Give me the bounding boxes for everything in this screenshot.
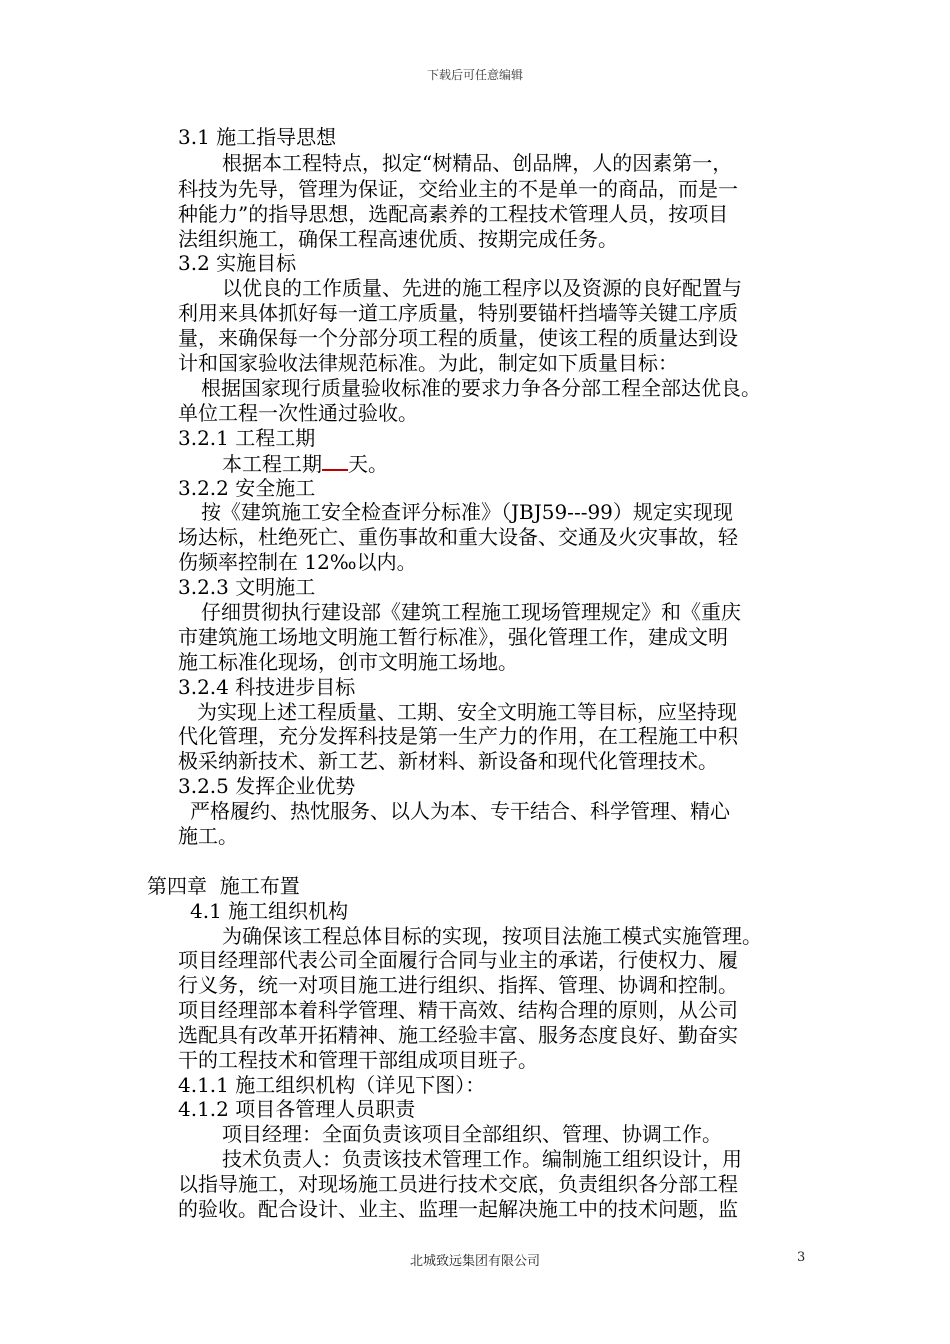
para-line: 行义务，统一对项目施工进行组织、指挥、管理、协调和控制。 — [178, 973, 738, 997]
para-line: 伤频率控制在 12‰以内。 — [178, 550, 417, 574]
para-line: 施工。 — [178, 824, 238, 848]
para-line: 项目经理部代表公司全面履行合同与业主的承诺，行使权力、履 — [178, 948, 738, 972]
para-line: 施工标准化现场，创市文明施工场地。 — [178, 650, 518, 674]
para-line: 干的工程技术和管理干部组成项目班子。 — [178, 1048, 538, 1072]
heading-3-1: 3.1 施工指导思想 — [178, 125, 337, 149]
page-header: 下载后可任意编辑 — [426, 68, 523, 82]
heading-4-1: 4.1 施工组织机构 — [190, 899, 349, 923]
heading-3-2-5: 3.2.5 发挥企业优势 — [178, 774, 356, 798]
para-line: 科技为先导，管理为保证，交给业主的不是单一的商品，而是一 — [178, 177, 738, 201]
para-line: 量，来确保每一个分部分项工程的质量，使该工程的质量达到设 — [178, 326, 738, 350]
para-line: 场达标，杜绝死亡、重伤事故和重大设备、交通及火灾事故，轻 — [178, 525, 738, 549]
para-line: 单位工程一次性通过验收。 — [178, 401, 418, 425]
para-line: 项目经理：全面负责该项目全部组织、管理、协调工作。 — [222, 1122, 722, 1146]
para-line: 利用来具体抓好每一道工序质量，特别要锚杆挡墙等关键工序质 — [178, 301, 738, 325]
heading-3-2-3: 3.2.3 文明施工 — [178, 575, 316, 599]
heading-4-1-2: 4.1.2 项目各管理人员职责 — [178, 1097, 416, 1121]
period-blank-field — [322, 451, 348, 471]
para-line: 的验收。配合设计、业主、监理一起解决施工中的技术问题，监 — [178, 1197, 738, 1221]
heading-3-2: 3.2 实施目标 — [178, 251, 297, 275]
heading-3-2-1: 3.2.1 工程工期 — [178, 426, 316, 450]
page-number: 3 — [797, 1250, 806, 1265]
para-line: 市建筑施工场地文明施工暂行标准》，强化管理工作，建成文明 — [178, 625, 728, 649]
heading-3-2-2: 3.2.2 安全施工 — [178, 476, 316, 500]
period-text-b: 天。 — [348, 452, 388, 476]
para-line: 为实现上述工程质量、工期、安全文明施工等目标，应坚持现 — [197, 700, 737, 724]
para-line: 按《建筑施工安全检查评分标准》（JBJ59---99）规定实现现 — [201, 500, 733, 524]
para-line: 法组织施工，确保工程高速优质、按期完成任务。 — [178, 227, 618, 251]
para-line: 根据国家现行质量验收标准的要求力争各分部工程全部达优良。 — [201, 376, 761, 400]
para-line: 代化管理，充分发挥科技是第一生产力的作用，在工程施工中积 — [178, 724, 738, 748]
para-line: 项目经理部本着科学管理、精干高效、结构合理的原则，从公司 — [178, 998, 738, 1022]
period-text-a: 本工程工期 — [222, 452, 322, 476]
para-line: 计和国家验收法律规范标准。为此，制定如下质量目标： — [178, 351, 678, 375]
heading-4-1-1: 4.1.1 施工组织机构（详见下图）： — [178, 1073, 486, 1097]
para-line: 根据本工程特点，拟定“树精品、创品牌，人的因素第一， — [222, 151, 733, 175]
para-line: 严格履约、热忱服务、以人为本、专干结合、科学管理、精心 — [190, 799, 730, 823]
para-line: 种能力”的指导思想，选配高素养的工程技术管理人员，按项目 — [178, 202, 729, 226]
construction-period-line — [222, 451, 388, 476]
para-line: 极采纳新技术、新工艺、新材料、新设备和现代化管理技术。 — [178, 749, 718, 773]
para-line: 技术负责人：负责该技术管理工作。编制施工组织设计，用 — [222, 1147, 742, 1171]
para-line: 以优良的工作质量、先进的施工程序以及资源的良好配置与 — [222, 276, 742, 300]
chapter-4-title: 第四章 施工布置 — [147, 874, 300, 898]
heading-3-2-4: 3.2.4 科技进步目标 — [178, 675, 356, 699]
para-line: 仔细贯彻执行建设部《建筑工程施工现场管理规定》和《重庆 — [201, 600, 741, 624]
footer-company: 北城致远集团有限公司 — [409, 1254, 540, 1269]
para-line: 为确保该工程总体目标的实现，按项目法施工模式实施管理。 — [222, 924, 762, 948]
para-line: 以指导施工，对现场施工员进行技术交底，负责组织各分部工程 — [178, 1172, 738, 1196]
para-line: 选配具有改革开拓精神、施工经验丰富、服务态度良好、勤奋实 — [178, 1023, 738, 1047]
